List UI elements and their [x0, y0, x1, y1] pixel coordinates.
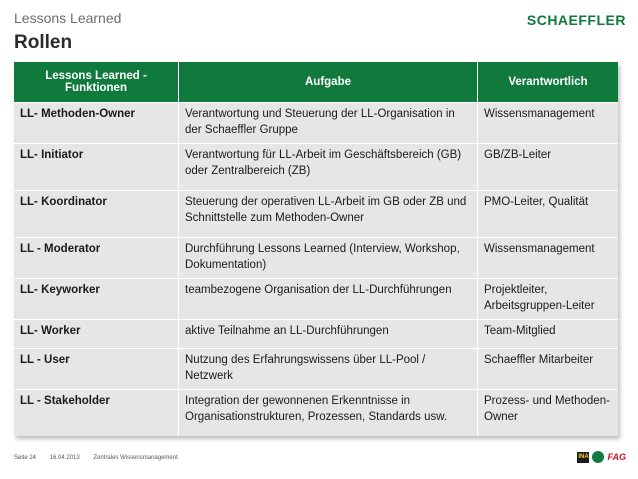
owner-cell: PMO-Leiter, Qualität — [478, 191, 619, 238]
role-cell: LL- Methoden-Owner — [14, 103, 179, 144]
ina-logo: INA — [577, 452, 589, 463]
role-cell: LL- Keyworker — [14, 279, 179, 320]
table-row — [14, 279, 618, 320]
role-cell: LL- Koordinator — [14, 191, 179, 238]
task-cell: Durchführung Lessons Learned (Interview, Workshop, Dokumentation) — [179, 238, 478, 279]
role-cell: LL- Initiator — [14, 144, 179, 191]
owner-cell: Projektleiter, Arbeitsgruppen-Leiter — [478, 279, 619, 320]
roles-table — [14, 62, 618, 436]
table-row — [14, 349, 618, 390]
footer-department: Zentrales Wissensmanagement — [93, 455, 178, 461]
footer-logos — [577, 451, 626, 463]
column-header-responsible: Verantwortlich — [478, 62, 619, 103]
owner-cell: Wissensmanagement — [478, 238, 619, 279]
task-cell: Integration der gewonnenen Erkenntnisse in Organisationstrukturen, Prozessen, Standards usw. — [179, 390, 478, 437]
role-cell: LL - User — [14, 349, 179, 390]
page-number: Seite 24 — [14, 455, 37, 461]
task-cell: aktive Teilnahme an LL-Durchführungen — [179, 320, 478, 349]
role-cell: LL - Moderator — [14, 238, 179, 279]
task-cell: Verantwortung für LL-Arbeit im Geschäftsbereich (GB) oder Zentralbereich (ZB) — [179, 144, 478, 191]
role-cell: LL - Stakeholder — [14, 390, 179, 437]
owner-cell: GB/ZB-Leiter — [478, 144, 619, 191]
fag-logo: FAG — [607, 452, 626, 462]
footer-date: 16.04.2013 — [49, 455, 80, 461]
owner-cell: Team-Mitglied — [478, 320, 619, 349]
section-label: Lessons Learned — [14, 10, 122, 26]
table-row — [14, 103, 618, 144]
table-row — [14, 191, 618, 238]
table-header-row — [14, 62, 618, 103]
table-row — [14, 144, 618, 191]
task-cell: Nutzung des Erfahrungswissens über LL-Pool / Netzwerk — [179, 349, 478, 390]
owner-cell: Wissensmanagement — [478, 103, 619, 144]
table-row — [14, 238, 618, 279]
footer — [14, 455, 190, 461]
task-cell: Steuerung der operativen LL-Arbeit im GB oder ZB und Schnittstelle zum Methoden-Owner — [179, 191, 478, 238]
table-row — [14, 320, 618, 349]
table-row — [14, 390, 618, 437]
task-cell: Verantwortung und Steuerung der LL-Organisation in der Schaeffler Gruppe — [179, 103, 478, 144]
role-cell: LL- Worker — [14, 320, 179, 349]
schaeffler-logo: SCHAEFFLER — [526, 12, 626, 28]
owner-cell: Schaeffler Mitarbeiter — [478, 349, 619, 390]
page-title: Rollen — [14, 32, 73, 53]
task-cell: teambezogene Organisation der LL-Durchführungen — [179, 279, 478, 320]
owner-cell: Prozess- und Methoden-Owner — [478, 390, 619, 437]
luk-logo-icon — [592, 451, 604, 463]
column-header-task: Aufgabe — [179, 62, 478, 103]
column-header-functions: Lessons Learned - Funktionen — [14, 62, 179, 103]
